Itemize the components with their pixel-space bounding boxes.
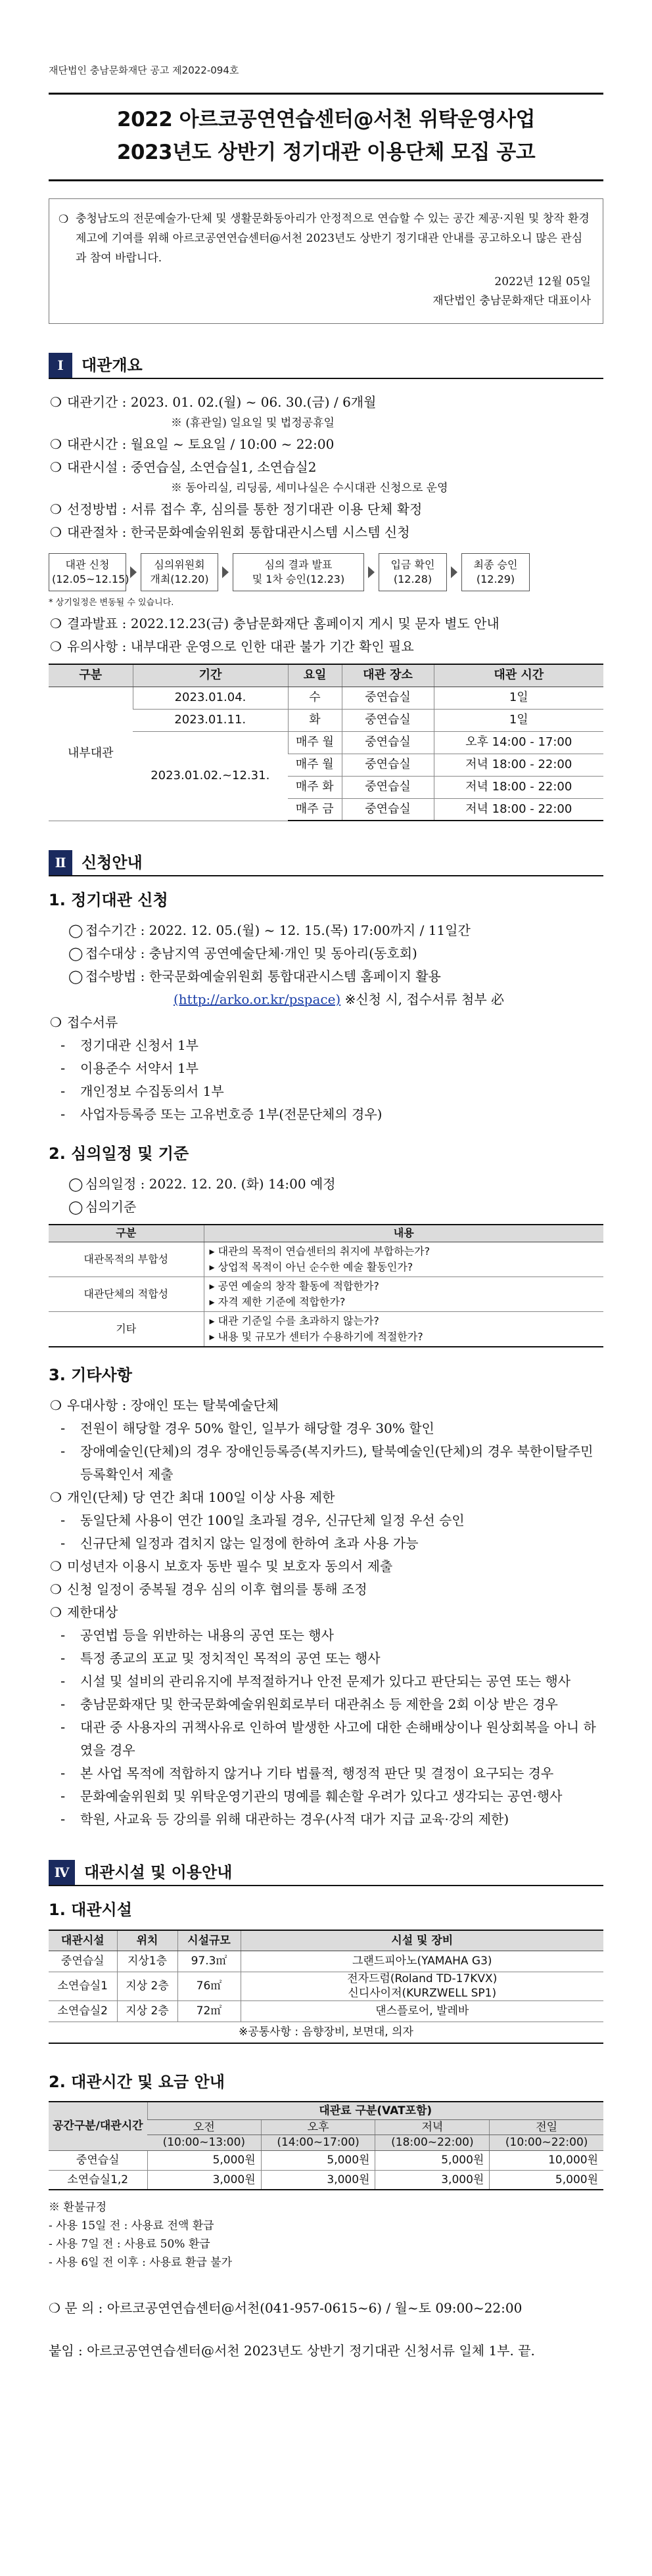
rental-procedure: ❍ 대관절차 : 한국문화예술위원회 통합대관시스템 시스템 신청 [50,524,410,540]
apply-method: ◯ 접수방법 : 한국문화예술위원회 통합대관시스템 홈페이지 활용 [68,968,441,985]
table-header-row: 대관시설 위치 시설규모 시설 및 장비 [49,1930,603,1951]
flow-step-final: 최종 승인 (12.29) [461,553,530,591]
table-header-row: 오전 오후 저녁 전일 [49,2120,603,2135]
circle-bullet-icon: ❍ [58,213,69,227]
facility-table [49,1930,603,2044]
section-2-title: 신청안내 [82,853,143,872]
notice-number: 재단법인 충남문화재단 공고 제2022-094호 [49,64,239,76]
table-row: 중연습실 5,000원 5,000원 5,000원 10,000원 [49,2150,603,2170]
document-item: - 사업자등록증 또는 고유번호증 1부(전문단체의 경우) [60,1106,383,1123]
table-row: 중연습실 지상1층 97.3㎡ 그랜드피아노(YAMAHA G3) [49,1951,603,1972]
documents-title: ❍ 접수서류 [50,1014,118,1031]
section-1-header [49,353,603,379]
document-item: - 개인정보 수집동의서 1부 [60,1083,224,1100]
circle-bullet-icon: ❍ [50,1558,62,1575]
dash-marker: - [60,1673,66,1690]
misc-item: ❍ 우대사항 : 장애인 또는 탈북예술단체 [49,1394,603,1417]
apply-period: ◯ 접수기간 : 2022. 12. 05.(월) ~ 12. 15.(목) 17:00까지 / 11일간 [68,922,471,939]
table-row: 대관단체의 적합성 ▸ 공연 예술의 창작 활동에 적합한가? ▸ 자격 제한 기준에 적합한가? [49,1277,603,1312]
dash-marker: - [60,1650,66,1667]
misc-item: - 본 사업 목적에 적합하지 않거나 기타 법률적, 행정적 판단 및 결정이 요구되는 경우 [49,1762,603,1785]
subsection-regular-apply: 1. 정기대관 신청 [49,891,168,910]
section-2-header [49,850,603,876]
section-1-number: Ⅰ [49,353,72,378]
subsection-facilities: 1. 대관시설 [49,1901,132,1920]
intro-date: 2022년 12월 05일 [494,275,591,288]
intro-signer: 재단법인 충남문화재단 대표이사 [432,294,591,308]
misc-item: - 시설 및 설비의 관리유지에 부적절하거나 안전 문제가 있다고 판단되는 공연 또는 행사 [49,1670,603,1693]
table-row: 매주 월 중연습실 저녁 18:00 - 22:00 [49,754,603,776]
internal-rental-table [49,664,603,821]
review-criteria-table [49,1224,603,1347]
holiday-note: ※ (휴관일) 일요일 및 법정공휴일 [171,417,335,430]
dash-marker: - [60,1765,66,1782]
table-row: 2023.01.02.~12.31. 매주 월 중연습실 오후 14:00 - 17:00 [49,731,603,754]
document-item: - 이용준수 서약서 1부 [60,1060,198,1077]
misc-item: ❍ 제한대상 [49,1601,603,1624]
arrow-right-icon [130,566,137,578]
table-row: 대관목적의 부합성 ▸ 대관의 목적이 연습센터의 취지에 부합하는가? ▸ 상업적 목적이 아닌 순수한 예술 활동인가? [49,1242,603,1277]
misc-item: ❍ 미성년자 이용시 보호자 동반 필수 및 보호자 동의서 제출 [49,1555,603,1578]
table-header-row: 공간구분/대관시간 대관료 구분(VAT포함) [49,2102,603,2120]
title-block [49,93,603,181]
table-row: 매주 화 중연습실 저녁 18:00 - 22:00 [49,776,603,798]
misc-item: - 공연법 등을 위반하는 내용의 공연 또는 행사 [49,1624,603,1647]
flow-step-payment: 입금 확인 (12.28) [379,553,447,591]
misc-item: ❍ 개인(단체) 당 연간 최대 100일 이상 사용 제한 [49,1486,603,1509]
contact-info: ❍ 문 의 : 아르코공연연습센터@서천(041-957-0615~6) / 월~토 09:00~22:00 [49,2300,523,2316]
arko-pspace-link[interactable]: (http://arko.or.kr/pspace) [174,991,341,1008]
misc-item: - 특정 종교의 포교 및 정치적인 목적의 공연 또는 행사 [49,1647,603,1670]
misc-item: - 대관 중 사용자의 귀책사유로 인하여 발생한 사고에 대한 손해배상이나 원상회복을 아니 하였을 경우 [49,1716,603,1762]
dash-marker: - [60,1420,66,1437]
arrow-right-icon [222,566,229,578]
table-row: 2023.01.11. 화 중연습실 1일 [49,709,603,731]
title-line-2: 2023년도 상반기 정기대관 이용단체 모집 공고 [116,140,536,164]
misc-item: - 장애예술인(단체)의 경우 장애인등록증(복지카드), 탈북예술인(단체)의 경우 북한이탈주민등록확인서 제출 [49,1440,603,1486]
table-row: 내부대관 2023.01.04. 수 중연습실 1일 [49,687,603,709]
circle-bullet-icon: ❍ [50,1604,62,1621]
misc-item: - 동일단체 사용이 연간 100일 초과될 경우, 신규단체 일정 우선 승인 [49,1509,603,1532]
refund-rules: ※ 환불규정 - 사용 15일 전 : 사용료 전액 환급 - 사용 7일 전 : 사용료 50% 환급 - 사용 6일 전 이후 : 사용료 환급 불가 [49,2201,233,2270]
rental-facilities: ❍ 대관시설 : 중연습실, 소연습실1, 소연습실2 [50,459,317,476]
circle-bullet-icon: ❍ [50,1581,62,1598]
misc-item: - 신규단체 일정과 겹치지 않는 일정에 한하여 초과 사용 가능 [49,1532,603,1555]
title-line-1: 2022 아르코공연연습센터@서천 위탁운영사업 [117,108,535,132]
section-4-header [49,1860,603,1886]
dash-marker: - [60,1627,66,1644]
dash-marker: - [60,1788,66,1805]
table-row: 소연습실1 지상 2층 76㎡ 전자드럼(Roland TD-17KVX) 신디사이저(KURZWELL SP1) [49,1972,603,2001]
table-header-row: (10:00~13:00) (14:00~17:00) (18:00~22:00) (10:00~22:00) [49,2135,603,2150]
section-2-number: Ⅱ [49,850,72,875]
dash-marker: - [60,1719,66,1736]
apply-link-line: (http://arko.or.kr/pspace) ※신청 시, 접수서류 첨부 必 [174,991,505,1008]
arrow-right-icon [368,566,375,578]
flow-step-apply: 대관 신청 (12.05~12.15) [49,553,126,591]
procedure-flow [49,553,603,591]
document-item: - 정기대관 신청서 1부 [60,1037,198,1054]
rental-hours: ❍ 대관시간 : 월요일 ~ 토요일 / 10:00 ~ 22:00 [50,436,335,453]
dash-marker: - [60,1535,66,1552]
misc-item: - 문화예술위원회 및 위탁운영기관의 명예를 훼손할 우려가 있다고 생각되는 공연·행사 [49,1785,603,1808]
review-criteria-title: ◯ 심의기준 [68,1199,137,1215]
table-row: 소연습실1,2 3,000원 3,000원 3,000원 5,000원 [49,2170,603,2190]
misc-item: - 학원, 사교육 등 강의를 위해 대관하는 경우(사적 대가 지급 교육·강의 제한) [49,1808,603,1831]
flow-step-result: 심의 결과 발표 및 1차 승인(12.23) [233,553,364,591]
circle-bullet-icon: ❍ [50,1397,62,1414]
dash-marker: - [60,1811,66,1828]
section-1-title: 대관개요 [82,355,143,374]
table-header-row: 구분 기간 요일 대관 장소 대관 시간 [49,664,603,687]
flow-step-committee: 심의위원회 개최(12.20) [141,553,218,591]
intro-text: 충청남도의 전문예술가·단체 및 생활문화동아리가 안정적으로 연습할 수 있는 공간 제공·지원 및 창작 환경 제고에 기여를 위해 아르코공연연습센터@서천 2023년도 상반기 정기대관 안내를 공고하오니 많은 관심과 참여 바랍니다. [76,212,590,265]
dash-marker: - [60,1696,66,1713]
apply-target: ◯ 접수대상 : 충남지역 공연예술단체·개인 및 동아리(동호회) [68,945,417,962]
caution: ❍ 유의사항 : 내부대관 운영으로 인한 대관 불가 기간 확인 필요 [50,639,414,655]
dash-marker: - [60,1443,66,1460]
subsection-review: 2. 심의일정 및 기준 [49,1144,189,1164]
subsection-fees: 2. 대관시간 및 요금 안내 [49,2072,225,2091]
facility-common-note: ※공통사항 : 음향장비, 보면대, 의자 [49,2022,603,2043]
subsection-misc: 3. 기타사항 [49,1366,132,1385]
selection-method: ❍ 선정방법 : 서류 접수 후, 심의를 통한 정기대관 이용 단체 확정 [50,501,423,517]
circle-bullet-icon: ❍ [50,1489,62,1506]
rental-period: ❍ 대관기간 : 2023. 01. 02.(월) ~ 06. 30.(금) / 6개월 [50,394,377,411]
table-row: 소연습실2 지상 2층 72㎡ 댄스플로어, 발레바 [49,2001,603,2022]
facility-note: ※ 동아리실, 리딩룸, 세미나실은 수시대관 신청으로 운영 [171,482,448,495]
misc-list [49,1394,603,1831]
flow-note: * 상기일정은 변동될 수 있습니다. [49,597,174,608]
table-row: 기타 ▸ 대관 기준일 수를 초과하지 않는가? ▸ 내용 및 규모가 센터가 수용하기에 적절한가? [49,1312,603,1347]
fee-table [49,2101,603,2190]
misc-item: - 전원이 해당할 경우 50% 할인, 일부가 해당할 경우 30% 할인 [49,1417,603,1440]
section-4-number: Ⅳ [49,1860,75,1885]
result-announcement: ❍ 결과발표 : 2022.12.23(금) 충남문화재단 홈페이지 게시 및 문자 별도 안내 [50,616,500,632]
arrow-right-icon [451,566,457,578]
misc-item: - 충남문화재단 및 한국문화예술위원회로부터 대관취소 등 제한을 2회 이상 받은 경우 [49,1693,603,1716]
section-4-title: 대관시설 및 이용안내 [84,1863,233,1882]
misc-item: ❍ 신청 일정이 중복될 경우 심의 이후 협의를 통해 조정 [49,1578,603,1601]
table-row: 매주 금 중연습실 저녁 18:00 - 22:00 [49,798,603,821]
intro-box [49,198,603,324]
table-header-row: 구분 내용 [49,1225,603,1242]
table-row [49,2022,603,2043]
attachment-note: 붙임 : 아르코공연연습센터@서천 2023년도 상반기 정기대관 신청서류 일체 1부. 끝. [49,2343,535,2359]
review-date: ◯ 심의일정 : 2022. 12. 20. (화) 14:00 예정 [68,1176,336,1192]
dash-marker: - [60,1512,66,1529]
internal-rental-label: 내부대관 [49,687,133,821]
